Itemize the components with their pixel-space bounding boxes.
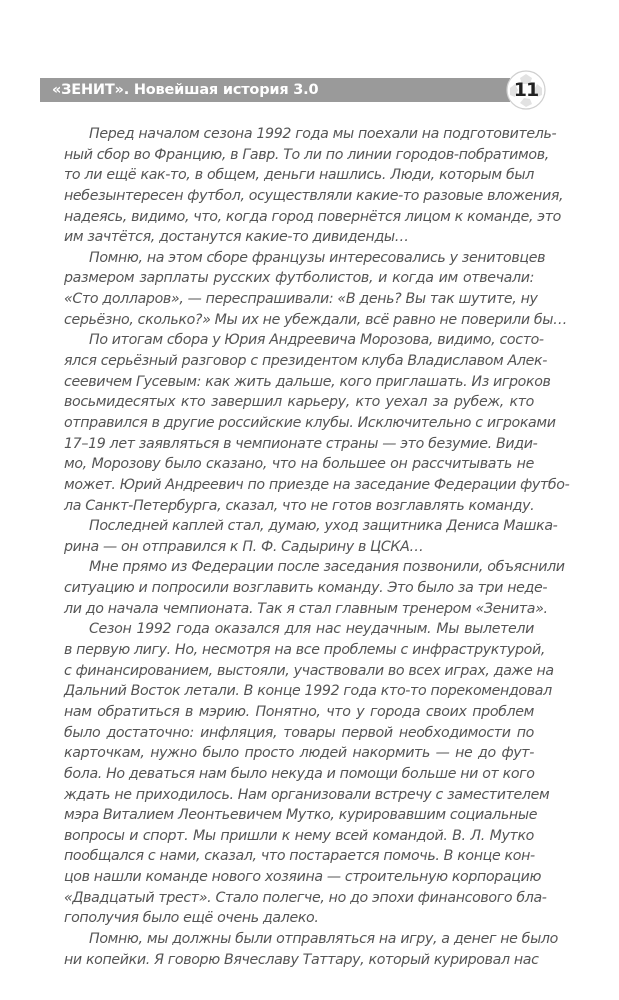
- text-line: пообщался с нами, сказал, что постарается помочь. В конце кон-: [64, 848, 535, 865]
- text-line: ждать не приходилось. Нам организовали встречу с заместителем: [64, 786, 550, 803]
- text-line: ла Санкт-Петербурга, сказал, что не готов возглавлять команду.: [64, 497, 535, 514]
- text-line: По итогам сбора у Юрия Андреевича Морозова, видимо, состо-: [89, 332, 544, 349]
- text-line: в первую лигу. Но, несмотря на все проблемы с инфраструктурой,: [64, 642, 545, 659]
- text-line: ни копейки. Я говорю Вячеславу Таттару, который курировал нас: [64, 951, 539, 968]
- text-line: нам обратиться в мэрию. Понятно, что у города своих проблем: [64, 703, 534, 720]
- paragraph: [64, 557, 565, 619]
- text-line: Перед началом сезона 1992 года мы поехали на подготовитель-: [89, 126, 557, 142]
- body-text: [64, 124, 570, 970]
- text-line: гополучия было ещё очень далеко.: [64, 910, 319, 927]
- paragraph: [64, 248, 567, 331]
- text-line: ситуацию и попросили возглавить команду. Это было за три неде-: [64, 580, 548, 597]
- text-line: мо, Морозову было сказано, что на большее он рассчитывать не: [64, 456, 534, 473]
- text-line: рина — он отправился к П. Ф. Садырину в ЦСКА…: [64, 538, 424, 555]
- text-line: небезынтересен футбол, осуществляли какие-то разовые вложения,: [64, 187, 564, 204]
- text-line: с финансированием, выстояли, участвовали во всех играх, даже на: [64, 662, 554, 679]
- text-line: надеясь, видимо, что, когда город повернётся лицом к команде, это: [64, 208, 561, 225]
- text-line: серьёзно, сколько?» Мы их не убеждали, всё равно не поверили бы…: [64, 311, 567, 328]
- text-line: было достаточно: инфляция, товары первой необходимости по: [64, 724, 534, 741]
- text-line: им зачтётся, достанутся какие-то дивиденды…: [64, 229, 409, 246]
- text-line: может. Юрий Андреевич по приезде на заседание Федерации футбо-: [64, 476, 570, 493]
- text-line: ялся серьёзный разговор с президентом клуба Владиславом Алек-: [64, 353, 547, 370]
- paragraph: [64, 619, 554, 929]
- text-line: сеевичем Гусевым: как жить дальше, кого приглашать. Из игроков: [64, 373, 551, 390]
- paragraph: [64, 929, 558, 970]
- text-line: Помню, на этом сборе французы интересовались у зенитовцев: [89, 249, 546, 266]
- text-line: ли до начала чемпионата. Так я стал главным тренером «Зенита».: [64, 600, 548, 617]
- text-line: Последней каплей стал, думаю, уход защитника Дениса Машка-: [89, 518, 558, 535]
- text-line: Помню, мы должны были отправляться на игру, а денег не было: [89, 930, 558, 947]
- text-line: «Двадцатый трест». Стало полегче, но до эпохи финансового бла-: [64, 889, 547, 906]
- paragraph: [64, 516, 558, 557]
- page-number: 11: [513, 79, 539, 101]
- text-line: восьмидесятых кто завершил карьеру, кто уехал за рубеж, кто: [64, 394, 534, 411]
- text-line: цов нашли команде нового хозяина — строительную корпорацию: [64, 869, 542, 886]
- text-line: ный сбор во Францию, в Гавр. То ли по линии городов-побратимов,: [64, 146, 549, 163]
- text-line: размером зарплаты русских футболистов, и когда им отвечали:: [64, 270, 534, 287]
- text-line: отправился в другие российские клубы. Исключительно с игроками: [64, 414, 556, 431]
- text-line: 17–19 лет заявляться в чемпионате страны — это безумие. Види-: [64, 435, 538, 452]
- paragraph: [64, 330, 570, 516]
- text-line: бола. Но деваться нам было некуда и помощи больше ни от кого: [64, 765, 535, 782]
- text-line: то ли ещё как-то, в общем, деньги нашлись. Люди, которым был: [64, 167, 534, 184]
- text-line: Сезон 1992 года оказался для нас неудачным. Мы вылетели: [89, 621, 534, 638]
- text-line: «Сто долларов», — переспрашивали: «В день? Вы так шутите, ну: [64, 291, 538, 308]
- text-line: Мне прямо из Федерации после заседания позвонили, объяснили: [89, 559, 565, 576]
- text-line: Дальний Восток летали. В конце 1992 года кто-то порекомендовал: [64, 683, 552, 700]
- paragraph: [64, 124, 564, 248]
- text-line: карточкам, нужно было просто людей накормить — не до фут-: [64, 745, 534, 762]
- text-line: вопросы и спорт. Мы пришли к нему всей командой. В. Л. Мутко: [64, 827, 534, 844]
- text-line: мэра Виталием Леонтьевичем Мутко, курировавшим социальные: [64, 807, 538, 824]
- running-header-title: «ЗЕНИТ». Новейшая история 3.0: [52, 82, 319, 98]
